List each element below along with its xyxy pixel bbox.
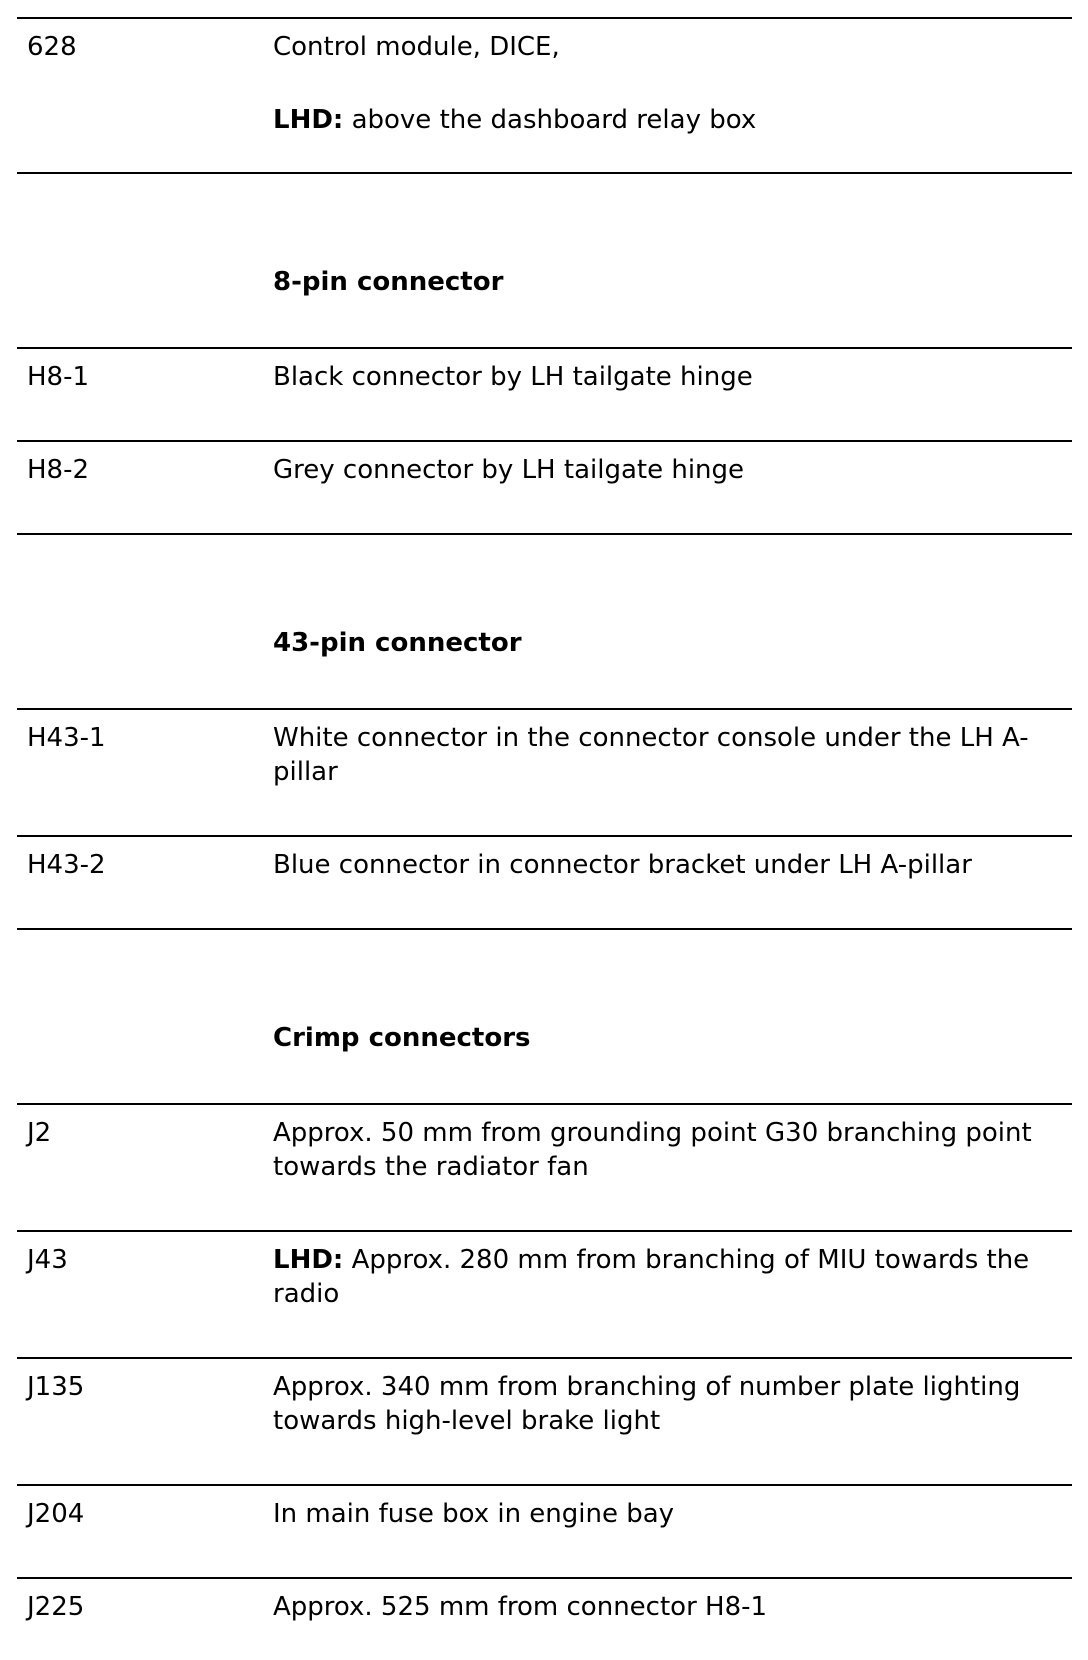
rule — [17, 1103, 1072, 1105]
rule — [17, 1484, 1072, 1486]
component-description: Control module, DICE, — [273, 32, 560, 62]
location-text: above the dashboard relay box — [351, 105, 757, 135]
connector-description: White connector in the connector console under the LH A-pillar — [273, 723, 1029, 787]
section-heading-8-pin: 8-pin connector — [273, 267, 504, 297]
crimp-code: J2 — [27, 1118, 52, 1148]
rule — [17, 1357, 1072, 1359]
crimp-code: J43 — [27, 1245, 68, 1275]
rule — [17, 347, 1072, 349]
lhd-prefix: LHD: — [273, 105, 344, 135]
rule — [17, 708, 1072, 710]
connector-description: Black connector by LH tailgate hinge — [273, 362, 753, 392]
section-heading-crimp: Crimp connectors — [273, 1023, 531, 1053]
rule — [17, 440, 1072, 442]
crimp-code: J225 — [27, 1592, 85, 1622]
rule — [17, 533, 1072, 535]
connector-description: Blue connector in connector bracket under LH A-pillar — [273, 850, 972, 880]
crimp-description: In main fuse box in engine bay — [273, 1499, 675, 1529]
crimp-code: J204 — [27, 1499, 85, 1529]
crimp-code: J135 — [27, 1372, 85, 1402]
component-code: 628 — [27, 32, 77, 62]
rule — [17, 928, 1072, 930]
component-location — [273, 103, 1063, 137]
rule — [17, 1577, 1072, 1579]
rule — [17, 1230, 1072, 1232]
rule — [17, 835, 1072, 837]
connector-code: H8-1 — [27, 362, 90, 392]
crimp-description — [273, 1243, 1063, 1311]
crimp-description: Approx. 50 mm from grounding point G30 branching point towards the radiator fan — [273, 1118, 1032, 1182]
description-text: Approx. 280 mm from branching of MIU towards the radio — [273, 1245, 1030, 1309]
crimp-description: Approx. 525 mm from connector H8-1 — [273, 1592, 768, 1622]
lhd-prefix: LHD: — [273, 1245, 344, 1275]
rule — [17, 172, 1072, 174]
section-heading-43-pin: 43-pin connector — [273, 628, 522, 658]
connector-code: H8-2 — [27, 455, 90, 485]
connector-code: H43-1 — [27, 723, 106, 753]
connector-code: H43-2 — [27, 850, 106, 880]
rule-top — [17, 17, 1072, 19]
crimp-description: Approx. 340 mm from branching of number plate lighting towards high-level brake light — [273, 1372, 1021, 1436]
connector-description: Grey connector by LH tailgate hinge — [273, 455, 745, 485]
